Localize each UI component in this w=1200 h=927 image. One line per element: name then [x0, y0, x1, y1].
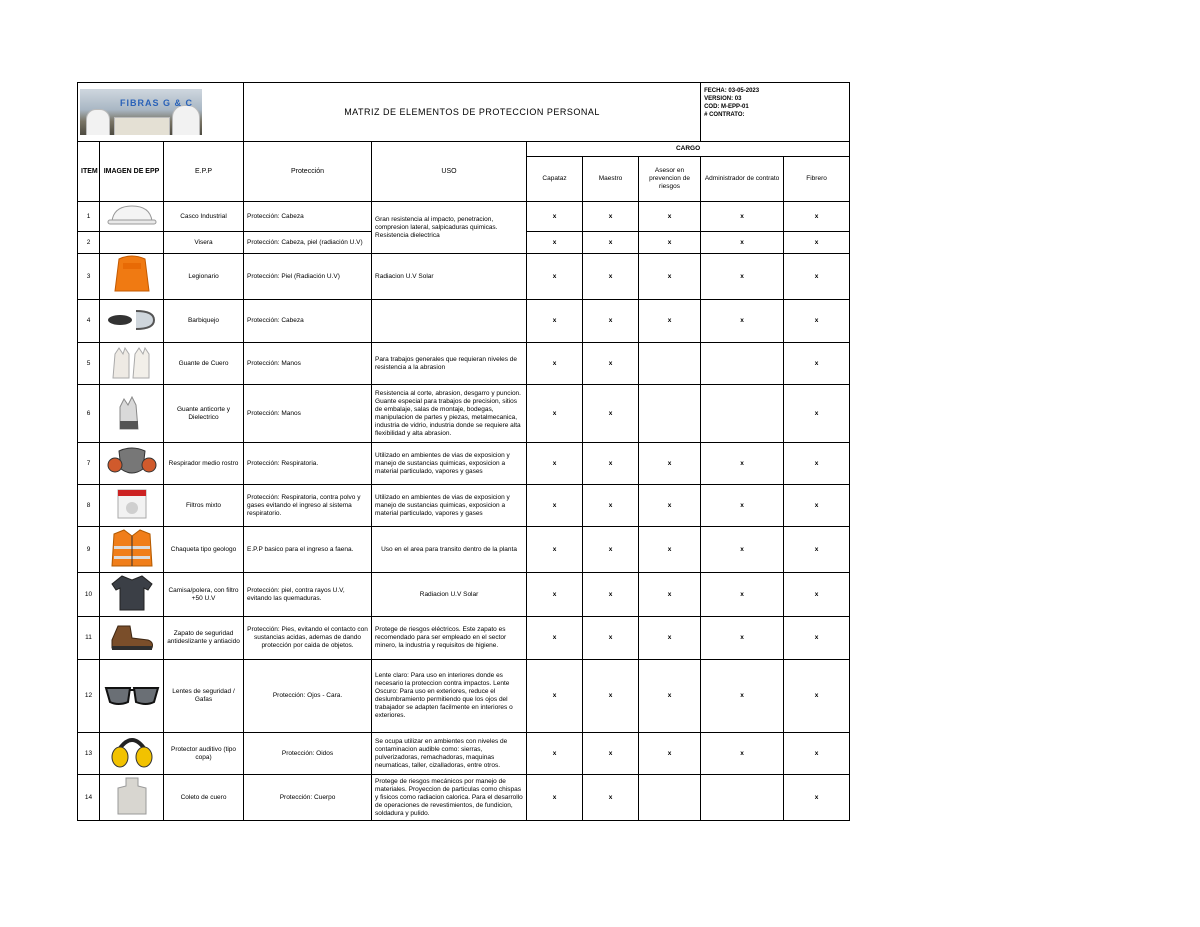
mark-capataz: x [527, 660, 583, 733]
row-epp-image [100, 202, 164, 232]
row-epp-image [100, 343, 164, 385]
safety-shoe-icon [108, 620, 156, 657]
mark-maestro: x [583, 617, 639, 660]
row-uso: Radiacion U.V Solar [372, 573, 527, 617]
row-epp-image [100, 254, 164, 300]
row-item-number: 4 [78, 300, 100, 343]
row-epp-image [100, 775, 164, 821]
mark-asesor: x [639, 617, 701, 660]
row-uso [372, 300, 527, 343]
row-uso: Protege de riesgos eléctricos. Este zapato es recomendado para ser empleado en el sector minero, la industria y requisitos de higiene. [372, 617, 527, 660]
table-row [78, 385, 850, 443]
mark-administrador: x [701, 254, 784, 300]
row-proteccion: Protección: Cabeza, piel (radiación U.V) [244, 232, 372, 254]
col-capataz: Capataz [527, 157, 583, 202]
mark-capataz: x [527, 443, 583, 485]
row-epp-image [100, 232, 164, 254]
table-row [78, 343, 850, 385]
row-uso: Uso en el area para transito dentro de la planta [372, 527, 527, 573]
row-item-number: 5 [78, 343, 100, 385]
table-row [78, 443, 850, 485]
mark-maestro: x [583, 232, 639, 254]
mark-capataz: x [527, 775, 583, 821]
row-epp-name: Protector auditivo (tipo copa) [164, 733, 244, 775]
row-epp-name: Camisa/polera, con filtro +50 U.V [164, 573, 244, 617]
row-uso: Utilizado en ambientes de vias de exposicion y manejo de sustancias quimicas, exposicion a material particulado, vapores y gases [372, 443, 527, 485]
row-epp-name: Respirador medio rostro [164, 443, 244, 485]
row-proteccion: Protección: Cabeza [244, 202, 372, 232]
row-uso: Gran resistencia al impacto, penetracion, compresion lateral, salpicaduras quimicas. Resistencia dielectrica [372, 202, 527, 254]
mark-capataz: x [527, 527, 583, 573]
row-epp-image [100, 527, 164, 573]
mark-maestro: x [583, 343, 639, 385]
mark-fibrero: x [784, 300, 850, 343]
mark-fibrero: x [784, 617, 850, 660]
row-epp-name: Guante de Cuero [164, 343, 244, 385]
mark-maestro: x [583, 660, 639, 733]
row-epp-name: Barbiquejo [164, 300, 244, 343]
table-row [78, 527, 850, 573]
meta-fecha: FECHA: 03-05-2023 [704, 88, 760, 94]
mark-fibrero: x [784, 733, 850, 775]
col-fibrero: Fibrero [784, 157, 850, 202]
row-epp-name: Chaqueta tipo geologo [164, 527, 244, 573]
mark-capataz: x [527, 385, 583, 443]
mark-fibrero: x [784, 660, 850, 733]
row-proteccion: Protección: Pies, evitando el contacto con sustancias acidas, ademas de dando protección por caida de objetos. [244, 617, 372, 660]
row-item-number: 6 [78, 385, 100, 443]
epp-matrix-table [77, 82, 850, 821]
meta-version: VERSION: 03 [704, 96, 742, 102]
col-uso: USO [372, 142, 527, 202]
mark-fibrero: x [784, 573, 850, 617]
row-uso: Protege de riesgos mecánicos por manejo de materiales. Proyeccion de particulas como chispas y fisicos como radiacion calorica. Para el desarrollo de operaciones de revestimientos, de fundicion, soldadura y pulido. [372, 775, 527, 821]
mixed-filter-icon [112, 486, 152, 525]
row-item-number: 7 [78, 443, 100, 485]
col-administrador: Administrador de contrato [701, 157, 784, 202]
row-proteccion: Protección: Cabeza [244, 300, 372, 343]
meta-cod: COD: M-EPP-01 [704, 104, 749, 110]
mark-administrador: x [701, 443, 784, 485]
reflective-jacket-icon [108, 528, 156, 571]
row-item-number: 8 [78, 485, 100, 527]
mark-fibrero: x [784, 202, 850, 232]
safety-glasses-icon [102, 682, 162, 711]
mark-asesor [639, 343, 701, 385]
row-epp-name: Lentes de seguridad / Gafas [164, 660, 244, 733]
mark-administrador: x [701, 232, 784, 254]
row-epp-image [100, 485, 164, 527]
row-proteccion: E.P.P basico para el ingreso a faena. [244, 527, 372, 573]
row-epp-image [100, 733, 164, 775]
mark-fibrero: x [784, 254, 850, 300]
mark-capataz: x [527, 343, 583, 385]
mark-administrador: x [701, 617, 784, 660]
chin-strap-icon [106, 307, 158, 336]
row-proteccion: Protección: Manos [244, 343, 372, 385]
row-item-number: 12 [78, 660, 100, 733]
mark-maestro: x [583, 485, 639, 527]
document-header [78, 83, 850, 142]
mark-fibrero: x [784, 385, 850, 443]
mark-asesor: x [639, 202, 701, 232]
ear-muff-icon [110, 735, 154, 772]
row-epp-image [100, 660, 164, 733]
row-epp-name: Zapato de seguridad antideslizante y antiacido [164, 617, 244, 660]
mark-administrador: x [701, 660, 784, 733]
row-epp-name: Legionario [164, 254, 244, 300]
row-uso: Utilizado en ambientes de vias de exposicion y manejo de sustancias quimicas, exposicion a material particulado, vapores y gases [372, 485, 527, 527]
mark-fibrero: x [784, 485, 850, 527]
row-epp-name: Guante anticorte y Dielectrico [164, 385, 244, 443]
row-proteccion: Protección: piel, contra rayos U.V, evitando las quemaduras. [244, 573, 372, 617]
row-epp-name: Filtros mixto [164, 485, 244, 527]
meta-contrato: # CONTRATO: [704, 112, 745, 118]
row-item-number: 3 [78, 254, 100, 300]
mark-maestro: x [583, 443, 639, 485]
table-row [78, 617, 850, 660]
legionnaire-cap-icon [109, 255, 155, 298]
row-item-number: 13 [78, 733, 100, 775]
mark-capataz: x [527, 202, 583, 232]
mark-asesor: x [639, 232, 701, 254]
mark-asesor: x [639, 443, 701, 485]
document-meta [701, 83, 850, 142]
mark-fibrero: x [784, 343, 850, 385]
table-row [78, 573, 850, 617]
leather-glove-icon [109, 344, 155, 383]
col-item: ITEM [78, 142, 100, 202]
table-row [78, 485, 850, 527]
mark-asesor: x [639, 733, 701, 775]
col-imagen: IMAGEN DE EPP [100, 142, 164, 202]
mark-capataz: x [527, 254, 583, 300]
row-epp-name: Visera [164, 232, 244, 254]
mark-administrador: x [701, 733, 784, 775]
col-epp: E.P.P [164, 142, 244, 202]
column-header-row-1 [78, 142, 850, 157]
row-proteccion: Protección: Respiratoria. [244, 443, 372, 485]
mark-administrador: x [701, 300, 784, 343]
mark-maestro: x [583, 527, 639, 573]
mark-administrador [701, 385, 784, 443]
document-title: MATRIZ DE ELEMENTOS DE PROTECCION PERSONAL [244, 83, 701, 142]
table-row [78, 202, 850, 232]
mark-maestro: x [583, 733, 639, 775]
col-cargo: CARGO [527, 142, 850, 157]
table-row [78, 660, 850, 733]
row-proteccion: Protección: Cuerpo [244, 775, 372, 821]
row-epp-image [100, 443, 164, 485]
row-epp-image [100, 385, 164, 443]
mark-administrador: x [701, 527, 784, 573]
mark-capataz: x [527, 733, 583, 775]
mark-maestro: x [583, 573, 639, 617]
row-proteccion: Protección: Manos [244, 385, 372, 443]
row-uso: Lente claro: Para uso en interiores donde es necesario la proteccion contra impactos. Lente Oscuro: Para uso en exteriores, reduce el deslumbramiento permitiendo que los ojos del trabajador se adapten facilmente en interiores o exteriores. [372, 660, 527, 733]
row-epp-image [100, 617, 164, 660]
mark-asesor [639, 385, 701, 443]
epp-rows [78, 202, 850, 821]
mark-administrador [701, 775, 784, 821]
mark-asesor [639, 775, 701, 821]
mark-asesor: x [639, 573, 701, 617]
mark-capataz: x [527, 232, 583, 254]
row-uso: Resistencia al corte, abrasion, desgarro y puncion. Guante especial para trabajos de precision, sitios de embalaje, salas de montaje, bodegas, manipulacion de partes y piezas, metalmecanica, industria de vidrio, industria donde se requiere alta flexibilidad y alta abrasion. [372, 385, 527, 443]
mark-capataz: x [527, 617, 583, 660]
mark-asesor: x [639, 660, 701, 733]
uv-shirt-icon [110, 574, 154, 615]
row-uso: Se ocupa utilizar en ambientes con niveles de contaminacion audible como: sierras, pulverizadoras, remachadoras, maquinas neumaticas, taller, cizalladoras, entre otros. [372, 733, 527, 775]
company-logo [80, 89, 202, 135]
row-uso: Para trabajos generales que requieran niveles de resistencia a la abrasion [372, 343, 527, 385]
row-proteccion: Protección: Ojos - Cara. [244, 660, 372, 733]
row-item-number: 9 [78, 527, 100, 573]
mark-fibrero: x [784, 443, 850, 485]
col-maestro: Maestro [583, 157, 639, 202]
mark-administrador: x [701, 485, 784, 527]
mark-capataz: x [527, 485, 583, 527]
mark-asesor: x [639, 300, 701, 343]
mark-fibrero: x [784, 232, 850, 254]
row-item-number: 10 [78, 573, 100, 617]
mark-administrador: x [701, 202, 784, 232]
row-item-number: 1 [78, 202, 100, 232]
half-face-respirator-icon [107, 445, 157, 482]
mark-maestro: x [583, 775, 639, 821]
leather-apron-icon [112, 776, 152, 819]
mark-fibrero: x [784, 775, 850, 821]
col-asesor: Asesor en prevencion de riesgos [639, 157, 701, 202]
row-epp-name: Coleto de cuero [164, 775, 244, 821]
mark-capataz: x [527, 573, 583, 617]
row-item-number: 14 [78, 775, 100, 821]
mark-asesor: x [639, 485, 701, 527]
table-row [78, 300, 850, 343]
row-epp-image [100, 300, 164, 343]
logo-text: FIBRAS G & C [120, 98, 194, 108]
table-row [78, 254, 850, 300]
row-item-number: 2 [78, 232, 100, 254]
mark-administrador: x [701, 573, 784, 617]
row-proteccion: Protección: Piel (Radiación U.V) [244, 254, 372, 300]
col-proteccion: Protección [244, 142, 372, 202]
table-row [78, 733, 850, 775]
mark-capataz: x [527, 300, 583, 343]
mark-asesor: x [639, 254, 701, 300]
mark-maestro: x [583, 300, 639, 343]
table-row [78, 775, 850, 821]
mark-fibrero: x [784, 527, 850, 573]
mark-administrador [701, 343, 784, 385]
logo-cell [78, 83, 244, 142]
row-item-number: 11 [78, 617, 100, 660]
row-proteccion: Protección: Respiratoria, contra polvo y gases evitando el ingreso al sistema respiratorio. [244, 485, 372, 527]
mark-asesor: x [639, 527, 701, 573]
mark-maestro: x [583, 385, 639, 443]
row-uso: Radiacion U.V Solar [372, 254, 527, 300]
row-epp-name: Casco Industrial [164, 202, 244, 232]
mark-maestro: x [583, 202, 639, 232]
helmet-icon [104, 203, 160, 230]
row-epp-image [100, 573, 164, 617]
mark-maestro: x [583, 254, 639, 300]
cut-resistant-glove-icon [114, 393, 150, 434]
row-proteccion: Protección: Oidos [244, 733, 372, 775]
